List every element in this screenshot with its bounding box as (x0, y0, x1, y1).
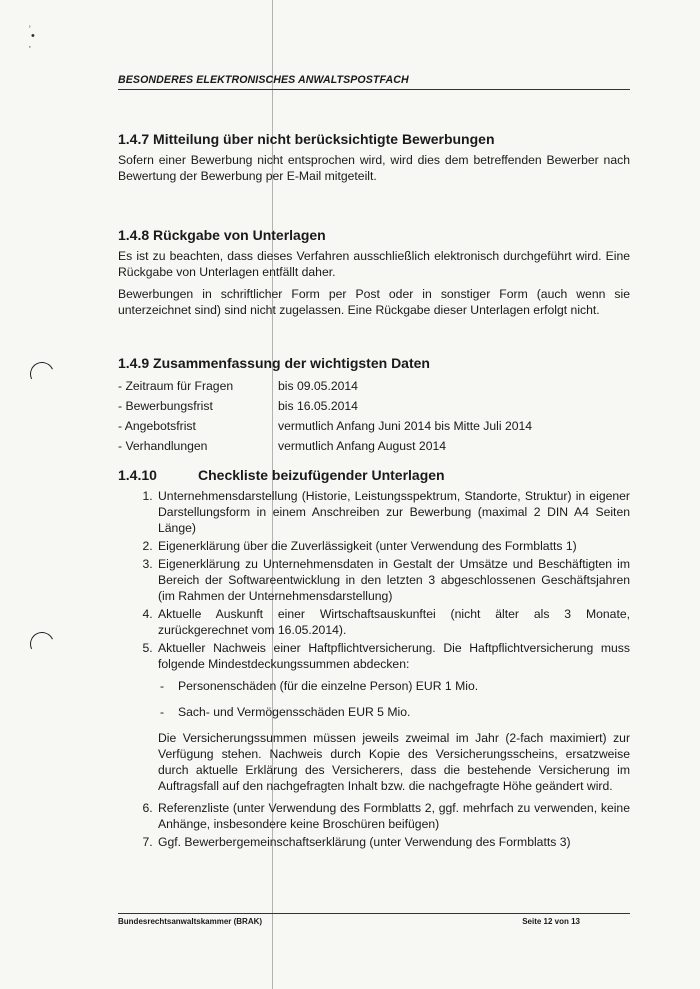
section-heading-1-4-7: 1.4.7 Mitteilung über nicht berücksichtigte Bewerbungen (118, 131, 495, 147)
date-label: - Angebotsfrist (118, 419, 196, 433)
date-label: - Verhandlungen (118, 439, 208, 453)
section-heading-1-4-10 (118, 466, 630, 484)
list-item: 3. Eigenerklärung zu Unternehmensdaten in Gestalt der Umsätze und Beschäftigten im Bereich der Softwareentwicklung in den letzten 3 abgeschlossenen Geschäftsjahren (im Rahmen der Unternehmensdarstellung) (156, 556, 630, 604)
section-number: 1.4.10 (118, 467, 157, 483)
table-row (118, 376, 630, 396)
coverage-item: - Personenschäden (für die einzelne Person) EUR 1 Mio. (158, 678, 630, 694)
list-item (156, 640, 630, 794)
section-heading-1-4-9: 1.4.9 Zusammenfassung der wichtigsten Daten (118, 355, 430, 371)
page-footer (118, 913, 630, 926)
list-item: 2. Eigenerklärung über die Zuverlässigkeit (unter Verwendung des Formblatts 1) (156, 538, 630, 554)
date-value: vermutlich Anfang Juni 2014 bis Mitte Juli 2014 (278, 419, 533, 433)
table-row (118, 436, 630, 456)
table-row (118, 416, 630, 436)
scan-specks: ˒ • · (28, 19, 35, 53)
coverage-item: - Sach- und Vermögensschäden EUR 5 Mio. (158, 704, 630, 720)
list-item: 7. Ggf. Bewerbergemeinschaftserklärung (unter Verwendung des Formblatts 3) (156, 834, 630, 850)
date-value: bis 16.05.2014 (278, 399, 358, 413)
list-item: 1. Unternehmensdarstellung (Historie, Leistungsspektrum, Standorte, Struktur) in eigener Darstellungsform in einem Anschreiben zur Bewerbung (maximal 2 DIN A4 Seiten Länge) (156, 488, 630, 536)
page-number: Seite 12 von 13 (522, 917, 580, 926)
page-header: BESONDERES ELEKTRONISCHES ANWALTSPOSTFACH (118, 74, 630, 90)
key-dates-table (118, 376, 630, 456)
section-paragraph-1: Es ist zu beachten, dass dieses Verfahren ausschließlich elektronisch durchgeführt wird. Eine Rückgabe von Unterlagen entfällt daher. (118, 249, 630, 279)
footer-organization: Bundesrechtsanwaltskammer (BRAK) (118, 917, 263, 926)
punch-hole-top (27, 359, 58, 390)
section-paragraph-2: Bewerbungen in schriftlicher Form per Post oder in sonstiger Form (auch wenn sie unterzeichnet sind) sind nicht zugelassen. Eine Rückgabe dieser Unterlagen erfolgt nicht. (118, 287, 630, 317)
date-value: bis 09.05.2014 (278, 379, 358, 393)
list-item: 6. Referenzliste (unter Verwendung des Formblatts 2, ggf. mehrfach zu verwenden, keine Anhänge, insbesondere keine Broschüren beifügen) (156, 800, 630, 832)
list-item: 4. Aktuelle Auskunft einer Wirtschaftsauskunftei (nicht älter als 3 Monate, zurückgerechnet vom 16.05.2014). (156, 606, 630, 638)
table-row (118, 396, 630, 416)
date-value: vermutlich Anfang August 2014 (278, 439, 447, 453)
coverage-list (158, 678, 630, 720)
main-content (118, 130, 630, 852)
list-item-text: Aktueller Nachweis einer Haftpflichtversicherung. Die Haftpflichtversicherung muss folgende Mindestdeckungssummen abdecken: (158, 641, 630, 671)
section-heading-1-4-8: 1.4.8 Rückgabe von Unterlagen (118, 227, 326, 243)
checklist (118, 488, 630, 850)
section-title: Checkliste beizufügender Unterlagen (198, 467, 445, 483)
section-text-1-4-7: Sofern einer Bewerbung nicht entsprochen wird, wird dies dem betreffenden Bewerber nach Bewertung der Bewerbung per E-Mail mitgeteilt. (118, 153, 630, 183)
date-label: - Bewerbungsfrist (118, 399, 213, 413)
insurance-note: Die Versicherungssummen müssen jeweils zweimal im Jahr (2-fach maximiert) zur Verfügung stehen. Nachweis durch Kopie des Versicherungsscheins, ersatzweise durch aktuelle Erklärung des Versicherers, dass die bestehende Versicherung im Auftragsfall auf den nachgefragten Inhalt bzw. die nachgefragte Höhe geändert wird. (158, 731, 630, 793)
punch-hole-bottom (27, 629, 58, 660)
date-label: - Zeitraum für Fragen (118, 379, 234, 393)
